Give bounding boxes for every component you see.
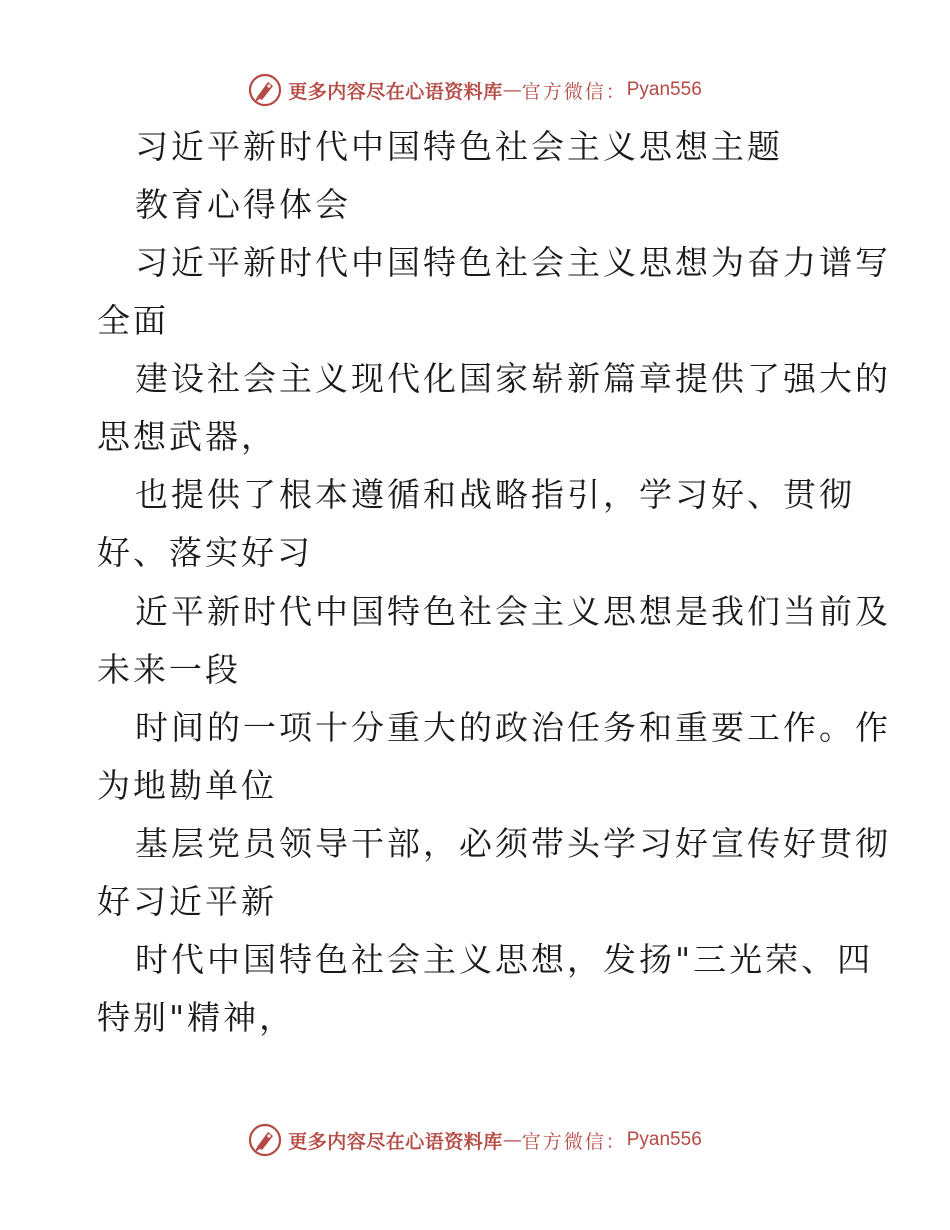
banner-brand: 更多内容尽在心语资料库 — [288, 80, 503, 103]
banner-dash: — — [502, 1129, 522, 1151]
banner-contact-id: Pyan556 — [626, 79, 702, 100]
paragraph-line: 近平新时代中国特色社会主义思想是我们当前及 — [135, 592, 891, 631]
paragraph-line: 未来一段 — [97, 650, 241, 689]
banner-contact-label: 官方微信： — [521, 1130, 627, 1153]
paragraph-line: 时代中国特色社会主义思想，发扬"三光荣、四 — [135, 940, 874, 979]
banner-brand: 更多内容尽在心语资料库 — [288, 1130, 503, 1153]
paragraph-line: 建设社会主义现代化国家崭新篇章提供了强大的 — [135, 359, 891, 398]
paragraph-line: 时间的一项十分重大的政治任务和重要工作。作 — [135, 708, 891, 747]
document-title-line: 习近平新时代中国特色社会主义思想主题 — [135, 127, 783, 166]
paragraph-line: 为地勘单位 — [97, 766, 277, 805]
paragraph-line: 全面 — [97, 301, 169, 340]
banner-dash: — — [502, 79, 522, 101]
banner-contact-id: Pyan556 — [626, 1129, 702, 1150]
footer-banner — [0, 1120, 950, 1160]
document-title-line: 教育心得体会 — [135, 185, 351, 224]
paragraph-line: 好、落实好习 — [97, 533, 313, 572]
pen-nib-logo-icon — [248, 73, 282, 107]
banner-contact-label: 官方微信： — [521, 80, 627, 103]
header-banner — [0, 70, 950, 110]
paragraph-line: 也提供了根本遵循和战略指引，学习好、贯彻 — [135, 475, 855, 514]
paragraph-line: 思想武器， — [97, 417, 277, 456]
pen-nib-logo-icon — [248, 1123, 282, 1157]
paragraph-line: 习近平新时代中国特色社会主义思想为奋力谱写 — [135, 243, 891, 282]
paragraph-line: 特别"精神， — [97, 998, 296, 1037]
paragraph-line: 好习近平新 — [97, 882, 277, 921]
paragraph-line: 基层党员领导干部，必须带头学习好宣传好贯彻 — [135, 824, 891, 863]
